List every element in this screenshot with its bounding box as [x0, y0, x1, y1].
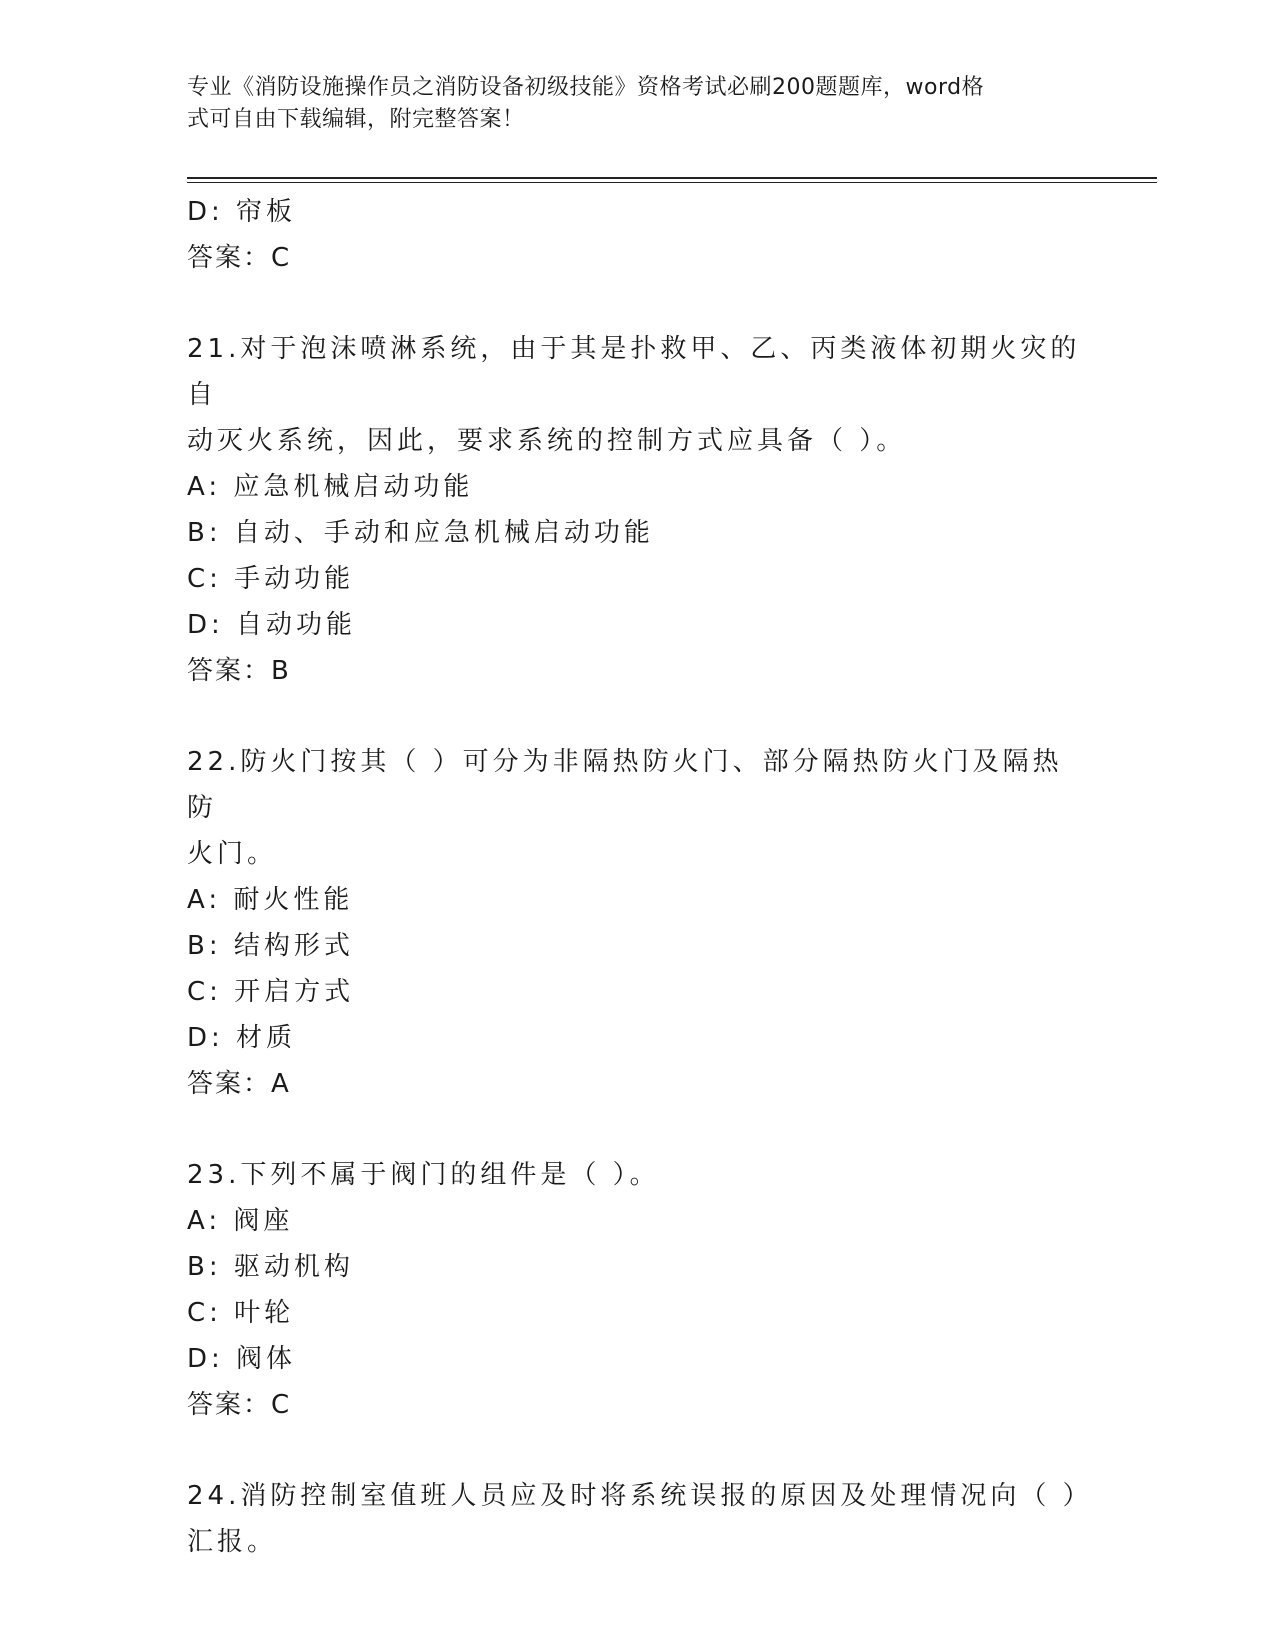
answer-line: 答案：C [187, 243, 292, 273]
header-divider-thick [187, 177, 1157, 179]
option-d: D: 阀体 [187, 1344, 297, 1374]
option-c: C: 开启方式 [187, 977, 355, 1007]
question-list [187, 189, 1093, 1565]
question-text-line-1: 24.消防控制室值班人员应及时将系统误报的原因及处理情况向（ ） [187, 1481, 1093, 1511]
answer-line: 答案：A [187, 1069, 291, 1099]
question-text-line-1: 23.下列不属于阀门的组件是（ ）。 [187, 1160, 660, 1190]
document-header [187, 72, 1067, 136]
question-text-line-1: 22.防火门按其（ ）可分为非隔热防火门、部分隔热防火门及隔热防 [187, 747, 1063, 823]
option-c: C: 手动功能 [187, 564, 355, 594]
previous-question-tail [187, 189, 1087, 281]
option-a: A: 耐火性能 [187, 885, 354, 915]
header-divider-thin [187, 182, 1157, 183]
option-a: A: 应急机械启动功能 [187, 472, 474, 502]
question-text-line-2: 动灭火系统，因此，要求系统的控制方式应具备（ ）。 [187, 426, 907, 456]
option-b: B: 驱动机构 [187, 1252, 354, 1282]
question-21 [187, 326, 1087, 694]
option-a: A: 阀座 [187, 1206, 294, 1236]
question-22 [187, 739, 1087, 1107]
question-23 [187, 1152, 1087, 1428]
option-c: C: 叶轮 [187, 1298, 295, 1328]
question-text-line-2: 火门。 [187, 839, 278, 869]
option-b: B: 结构形式 [187, 931, 354, 961]
option-b: B: 自动、手动和应急机械启动功能 [187, 518, 654, 548]
option-d: D: 材质 [187, 1023, 297, 1053]
header-line-2: 式可自由下载编辑，附完整答案！ [187, 107, 525, 132]
question-text-line-1: 21.对于泡沫喷淋系统，由于其是扑救甲、乙、丙类液体初期火灾的自 [187, 334, 1081, 410]
answer-line: 答案：C [187, 1390, 292, 1420]
answer-line: 答案：B [187, 656, 291, 686]
header-line-1: 专业《消防设施操作员之消防设备初级技能》资格考试必刷200题题库，word格 [187, 75, 985, 100]
question-24 [187, 1473, 1093, 1565]
question-text-line-2: 汇报。 [187, 1527, 278, 1557]
option-d: D: 帘板 [187, 197, 297, 227]
option-d: D: 自动功能 [187, 610, 357, 640]
